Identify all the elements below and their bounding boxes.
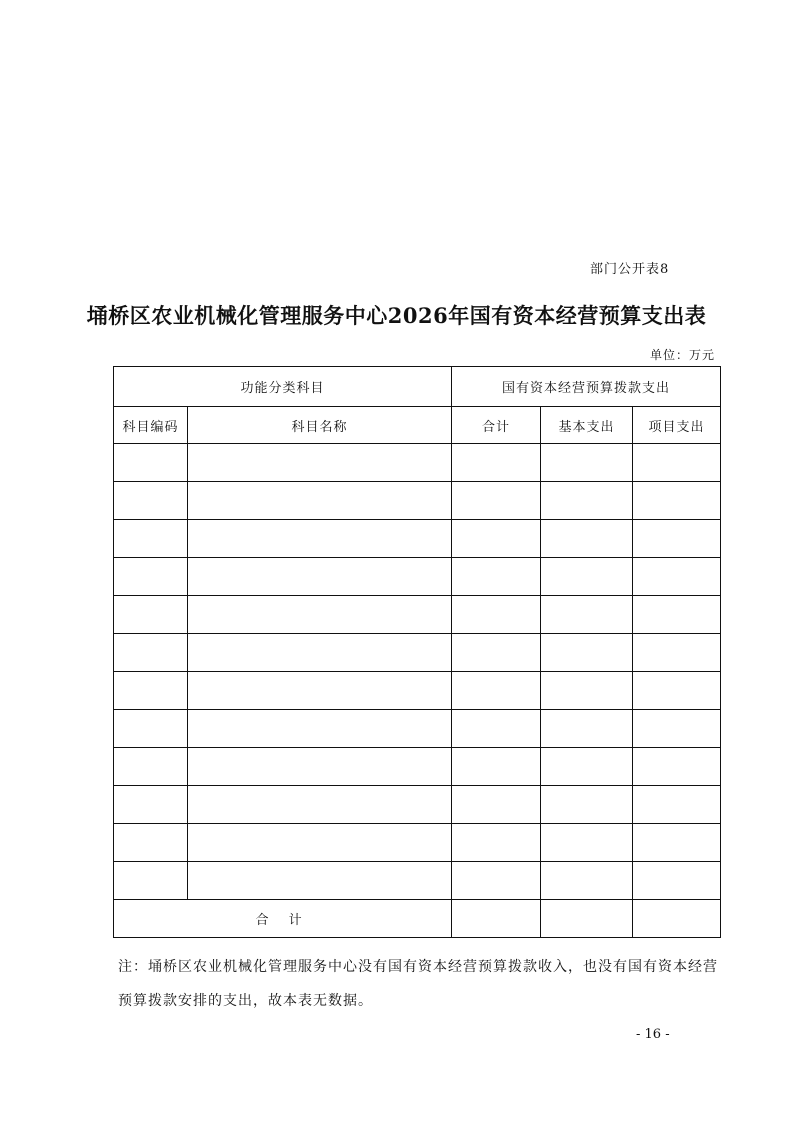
total-cell-basic bbox=[541, 900, 633, 938]
group-header-state-capital-expenditure: 国有资本经营预算拨款支出 bbox=[452, 367, 721, 407]
table-cell bbox=[188, 444, 452, 482]
table-cell bbox=[188, 748, 452, 786]
table-cell bbox=[541, 520, 633, 558]
table-cell bbox=[633, 444, 721, 482]
table-cell bbox=[188, 558, 452, 596]
column-header-basic: 基本支出 bbox=[541, 407, 633, 444]
table-cell bbox=[188, 824, 452, 862]
table-cell bbox=[452, 596, 541, 634]
table-row bbox=[114, 634, 721, 672]
table-cell bbox=[541, 862, 633, 900]
table-cell bbox=[114, 824, 188, 862]
table-cell bbox=[541, 672, 633, 710]
table-cell bbox=[188, 520, 452, 558]
table-row bbox=[114, 710, 721, 748]
table-cell bbox=[114, 482, 188, 520]
table-cell bbox=[633, 520, 721, 558]
table-cell bbox=[114, 520, 188, 558]
table-row bbox=[114, 520, 721, 558]
table-cell bbox=[452, 444, 541, 482]
page-title: 埇桥区农业机械化管理服务中心2026年国有资本经营预算支出表 bbox=[86, 303, 707, 328]
page-number: - 16 - bbox=[636, 1027, 670, 1042]
table-row bbox=[114, 748, 721, 786]
table-cell bbox=[633, 710, 721, 748]
table-cell bbox=[114, 710, 188, 748]
table-row bbox=[114, 862, 721, 900]
table-cell bbox=[452, 748, 541, 786]
table-cell bbox=[541, 558, 633, 596]
table-cell bbox=[188, 786, 452, 824]
table-cell bbox=[188, 710, 452, 748]
table-cell bbox=[541, 710, 633, 748]
table-cell bbox=[633, 634, 721, 672]
total-cell-total bbox=[452, 900, 541, 938]
table-row bbox=[114, 444, 721, 482]
table-cell bbox=[114, 748, 188, 786]
table-cell bbox=[452, 558, 541, 596]
group-header-function-class: 功能分类科目 bbox=[114, 367, 452, 407]
table-cell bbox=[541, 786, 633, 824]
table-row bbox=[114, 786, 721, 824]
column-header-total: 合计 bbox=[452, 407, 541, 444]
budget-table bbox=[113, 366, 721, 938]
column-header-project: 项目支出 bbox=[633, 407, 721, 444]
table-cell bbox=[452, 482, 541, 520]
table-row bbox=[114, 482, 721, 520]
table-cell bbox=[633, 482, 721, 520]
table-cell bbox=[541, 634, 633, 672]
table-cell bbox=[114, 558, 188, 596]
table-cell bbox=[452, 786, 541, 824]
table-cell bbox=[114, 672, 188, 710]
table-cell bbox=[188, 482, 452, 520]
table-cell bbox=[452, 824, 541, 862]
table-cell bbox=[541, 482, 633, 520]
table-cell bbox=[452, 672, 541, 710]
table-cell bbox=[188, 596, 452, 634]
table-cell bbox=[452, 634, 541, 672]
unit-label: 单位：万元 bbox=[650, 348, 716, 362]
table-row bbox=[114, 672, 721, 710]
table-cell bbox=[114, 862, 188, 900]
table-cell bbox=[633, 824, 721, 862]
table-cell bbox=[541, 824, 633, 862]
table-cell bbox=[541, 596, 633, 634]
table-cell bbox=[114, 596, 188, 634]
table-cell bbox=[541, 444, 633, 482]
total-label: 合 计 bbox=[114, 900, 452, 938]
table-group-header-row bbox=[114, 367, 721, 407]
table-cell bbox=[633, 672, 721, 710]
table-number-label: 部门公开表8 bbox=[590, 262, 670, 277]
table-cell bbox=[452, 520, 541, 558]
table-row bbox=[114, 596, 721, 634]
table-cell bbox=[452, 862, 541, 900]
table-cell bbox=[188, 634, 452, 672]
column-header-name: 科目名称 bbox=[188, 407, 452, 444]
table-row bbox=[114, 824, 721, 862]
total-cell-project bbox=[633, 900, 721, 938]
table-column-header-row bbox=[114, 407, 721, 444]
table-note: 注：埇桥区农业机械化管理服务中心没有国有资本经营预算拨款收入，也没有国有资本经营预算拨款安排的支出，故本表无数据。 bbox=[118, 959, 718, 1009]
table-total-row bbox=[114, 900, 721, 938]
table-cell bbox=[114, 444, 188, 482]
column-header-code: 科目编码 bbox=[114, 407, 188, 444]
table-cell bbox=[633, 786, 721, 824]
table-row bbox=[114, 558, 721, 596]
table-cell bbox=[114, 634, 188, 672]
table-cell bbox=[188, 672, 452, 710]
table-cell bbox=[188, 862, 452, 900]
table-cell bbox=[633, 862, 721, 900]
table-cell bbox=[541, 748, 633, 786]
table-cell bbox=[114, 786, 188, 824]
table-cell bbox=[633, 748, 721, 786]
table-cell bbox=[633, 558, 721, 596]
table-cell bbox=[633, 596, 721, 634]
table-cell bbox=[452, 710, 541, 748]
